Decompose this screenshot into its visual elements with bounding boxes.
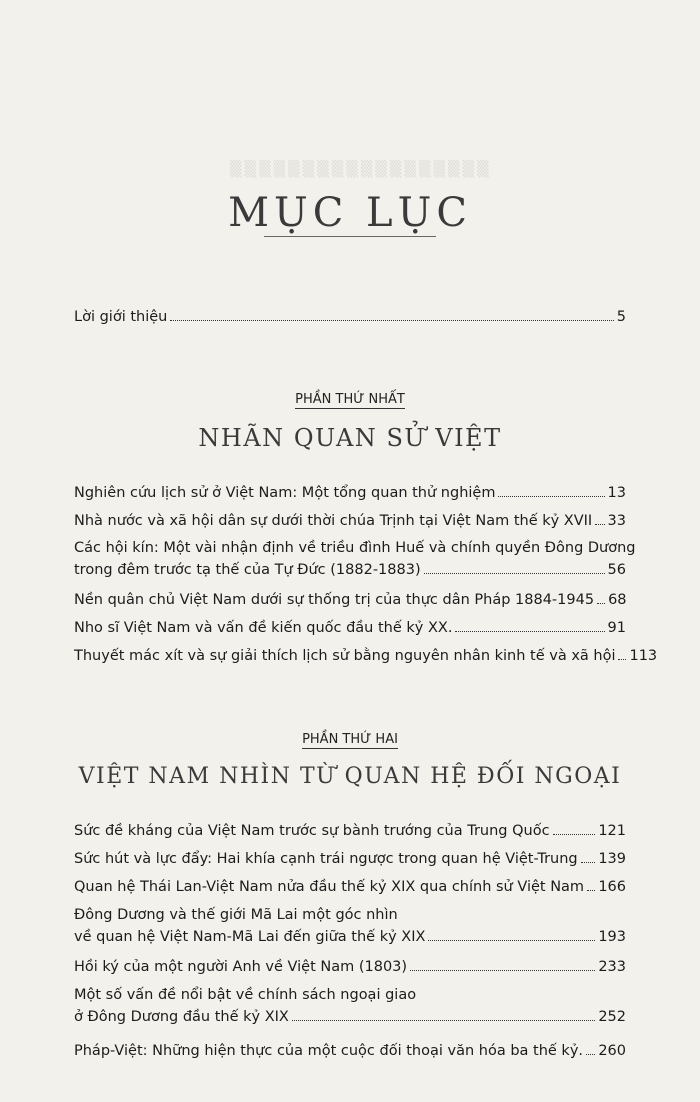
show-through-texture: ▒▒▒▒▒▒▒▒▒▒▒▒▒▒▒▒▒▒: [230, 160, 492, 178]
page-number: 193: [598, 929, 626, 945]
entry-title: Sức hút và lực đẩy: Hai khía cạnh trái ngược trong quan hệ Việt-Trung: [74, 851, 578, 867]
dot-leader: [428, 940, 595, 941]
page-number: 33: [607, 513, 626, 529]
dot-leader: [455, 631, 604, 632]
dot-leader: [292, 1020, 595, 1021]
page-number: 68: [608, 592, 627, 608]
toc-entry[interactable]: [74, 984, 626, 1028]
dot-leader: [553, 834, 596, 835]
toc-entry-intro[interactable]: [74, 306, 626, 328]
toc-entry[interactable]: [74, 510, 626, 532]
entry-title: Nghiên cứu lịch sử ở Việt Nam: Một tổng quan thử nghiệm: [74, 485, 496, 501]
toc-entry[interactable]: [74, 617, 626, 639]
page-number: 113: [629, 648, 658, 664]
page-number: 91: [607, 620, 626, 636]
toc-entry[interactable]: [74, 589, 626, 611]
toc-entry[interactable]: [74, 956, 626, 978]
entry-title: trong đêm trước tạ thế của Tự Đức (1882-1883): [74, 562, 421, 578]
page-number: 139: [598, 851, 626, 867]
entry-title: Nho sĩ Việt Nam và vấn đề kiến quốc đầu thế kỷ XX.: [74, 620, 453, 636]
dot-leader: [581, 862, 596, 863]
entry-title-line1: Một số vấn đề nổi bật về chính sách ngoại giao: [74, 987, 417, 1003]
dot-leader: [595, 524, 604, 525]
page-number: 5: [616, 309, 626, 325]
part2-title: VIỆT NAM NHÌN TỪ QUAN HỆ ĐỐI NGOẠI: [78, 764, 622, 789]
page-number: 121: [598, 823, 626, 839]
entry-title-line1: Các hội kín: Một vài nhận định về triều đình Huế và chính quyền Đông Dương: [74, 540, 636, 556]
toc-entry[interactable]: [74, 876, 626, 898]
entry-title: Pháp-Việt: Những hiện thực của một cuộc đối thoại văn hóa ba thế kỷ.: [74, 1043, 584, 1059]
page-number: 13: [607, 485, 626, 501]
page-number: 233: [598, 959, 626, 975]
toc-entry[interactable]: [74, 1040, 626, 1062]
entry-title-line1: Đông Dương và thế giới Mã Lai một góc nhìn: [74, 907, 398, 923]
entry-title: ở Đông Dương đầu thế kỷ XIX: [74, 1009, 289, 1025]
dot-leader: [498, 496, 604, 497]
entry-title: Nhà nước và xã hội dân sự dưới thời chúa Trịnh tại Việt Nam thế kỷ XVII: [74, 513, 593, 529]
entry-title: Lời giới thiệu: [74, 309, 168, 325]
page-title: MỤC LỤC: [228, 190, 472, 236]
dot-leader: [586, 1054, 595, 1055]
dot-leader: [424, 573, 605, 574]
page-number: 252: [598, 1009, 626, 1025]
toc-entry[interactable]: [74, 904, 626, 948]
entry-title: Sức đề kháng của Việt Nam trước sự bành trướng của Trung Quốc: [74, 823, 550, 839]
toc-entry[interactable]: [74, 482, 626, 504]
dot-leader: [587, 890, 595, 891]
entry-title: Hồi ký của một người Anh về Việt Nam (1803): [74, 959, 408, 975]
page-number: 166: [598, 879, 626, 895]
page-number: 56: [607, 562, 626, 578]
part1-label: PHẦN THỨ NHẤT: [295, 392, 405, 407]
entry-title: Nền quân chủ Việt Nam dưới sự thống trị của thực dân Pháp 1884-1945: [74, 592, 595, 608]
entry-title: Thuyết mác xít và sự giải thích lịch sử bằng nguyên nhân kinh tế và xã hội: [74, 648, 616, 664]
part1-title: NHÃN QUAN SỬ VIỆT: [198, 424, 502, 452]
title-underline: [264, 236, 436, 237]
dot-leader: [597, 603, 605, 604]
toc-entry[interactable]: [74, 848, 626, 870]
toc-entry[interactable]: [74, 820, 626, 842]
dot-leader: [618, 659, 626, 660]
entry-title: Quan hệ Thái Lan-Việt Nam nửa đầu thế kỷ XIX qua chính sử Việt Nam: [74, 879, 585, 895]
entry-title: về quan hệ Việt Nam-Mã Lai đến giữa thế kỷ XIX: [74, 929, 426, 945]
toc-entry[interactable]: [74, 645, 658, 667]
part2-label: PHẦN THỨ HAI: [302, 732, 398, 747]
toc-entry[interactable]: [74, 537, 636, 581]
dot-leader: [410, 970, 595, 971]
page-number: 260: [598, 1043, 626, 1059]
dot-leader: [170, 320, 613, 321]
